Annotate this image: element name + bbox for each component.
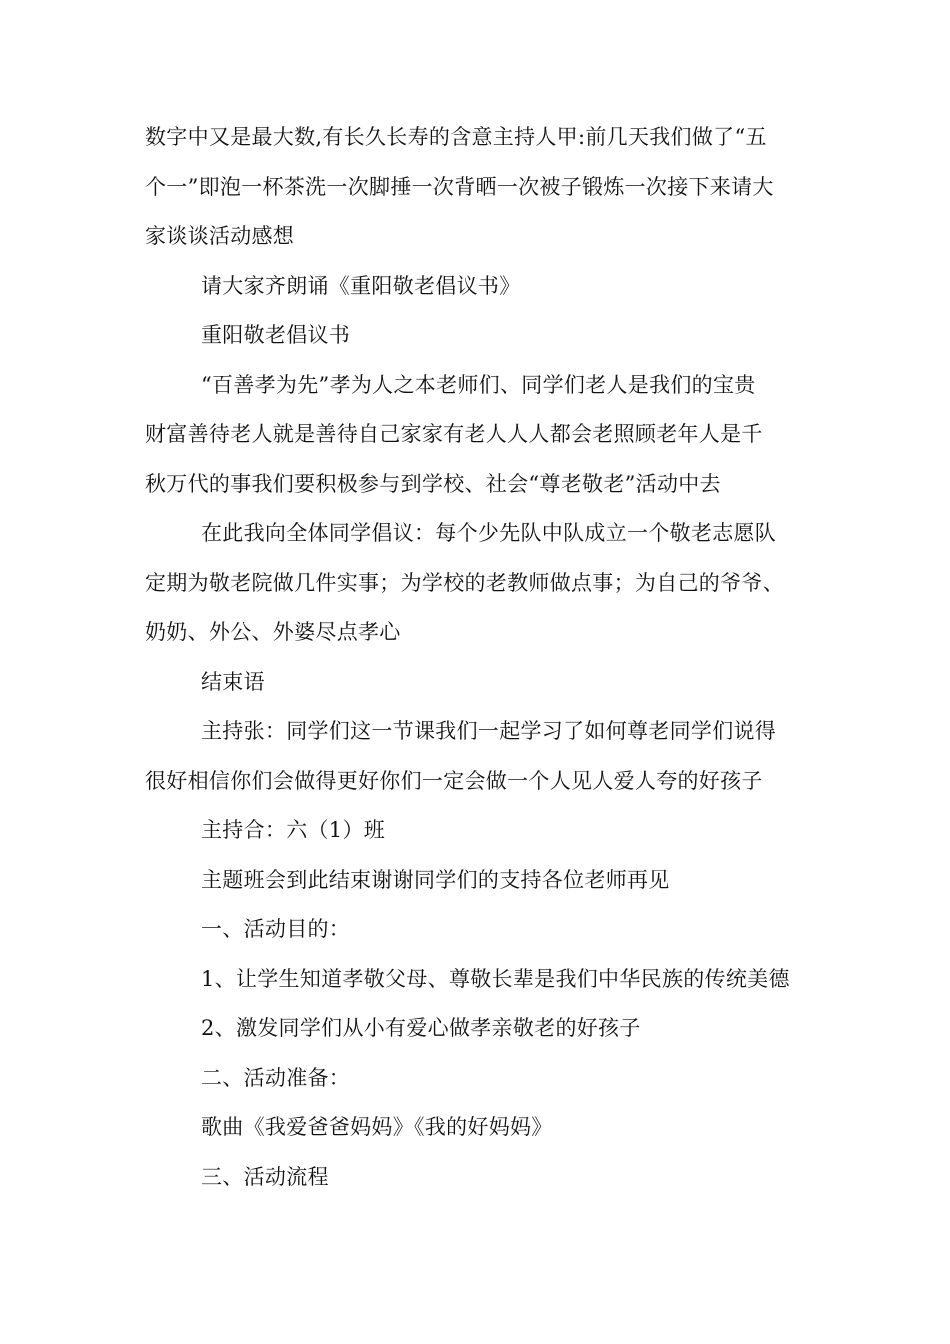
section-heading-preparation <box>145 1054 810 1104</box>
text-line: 主持张：同学们这一节课我们一起学习了如何尊老同学们说得 <box>201 719 777 743</box>
paragraph-songs <box>145 1103 810 1153</box>
document-page <box>145 113 810 1202</box>
paragraph-proposal-body <box>145 509 810 658</box>
section-heading-goals <box>145 905 810 955</box>
paragraph-recitation <box>145 262 810 312</box>
section-heading-closing <box>145 658 810 708</box>
text-line: 个一”即泡一杯茶洗一次脚捶一次背晒一次被子锻炼一次接下来请大 <box>145 174 774 199</box>
text-line: 二、活动准备： <box>201 1065 351 1090</box>
paragraph-meeting-end <box>145 856 810 906</box>
paragraph-proposal-intro <box>145 361 810 510</box>
section-heading-process <box>145 1153 810 1203</box>
text-line: 家谈谈活动感想 <box>145 224 295 248</box>
text-line: 1、让学生知道孝敬父母、尊敬长辈是我们中华民族的传统美德 <box>201 966 790 991</box>
section-heading-proposal <box>145 311 810 361</box>
paragraph-host-closing <box>145 707 810 806</box>
text-line: 2、激发同学们从小有爱心做孝亲敬老的好孩子 <box>201 1016 641 1040</box>
paragraph-host-together <box>145 806 810 856</box>
list-item-goal-2 <box>145 1004 810 1054</box>
text-line: 请大家齐朗诵《重阳敬老倡议书》 <box>201 273 521 298</box>
text-line: 歌曲《我爱爸爸妈妈》《我的好妈妈》 <box>201 1115 553 1139</box>
text-line: 主持合：六（1）班 <box>201 818 386 842</box>
list-item-goal-1 <box>145 955 810 1005</box>
text-line: 财富善待老人就是善待自己家家有老人人人都会老照顾老年人是千 <box>145 422 763 446</box>
text-line: 重阳敬老倡议书 <box>201 323 351 347</box>
text-line: 一、活动目的： <box>201 917 351 941</box>
text-line: 在此我向全体同学倡议：每个少先队中队成立一个敬老志愿队 <box>201 521 777 545</box>
text-line: 奶奶、外公、外婆尽点孝心 <box>145 620 401 644</box>
text-line: 定期为敬老院做几件实事；为学校的老教师做点事；为自己的爷爷、 <box>145 570 784 595</box>
text-line: 数字中又是最大数,有长久长寿的含意主持人甲:前几天我们做了“五 <box>145 125 767 149</box>
paragraph-continuation <box>145 113 810 262</box>
text-line: “百善孝为先”孝为人之本老师们、同学们老人是我们的宝贵 <box>201 372 756 397</box>
text-line: 很好相信你们会做得更好你们一定会做一个人见人爱人夸的好孩子 <box>145 768 763 793</box>
text-line: 秋万代的事我们要积极参与到学校、社会“尊老敬老”活动中去 <box>145 471 721 496</box>
text-line: 主题班会到此结束谢谢同学们的支持各位老师再见 <box>201 867 670 892</box>
text-line: 结束语 <box>201 669 265 694</box>
text-line: 三、活动流程 <box>201 1164 329 1189</box>
